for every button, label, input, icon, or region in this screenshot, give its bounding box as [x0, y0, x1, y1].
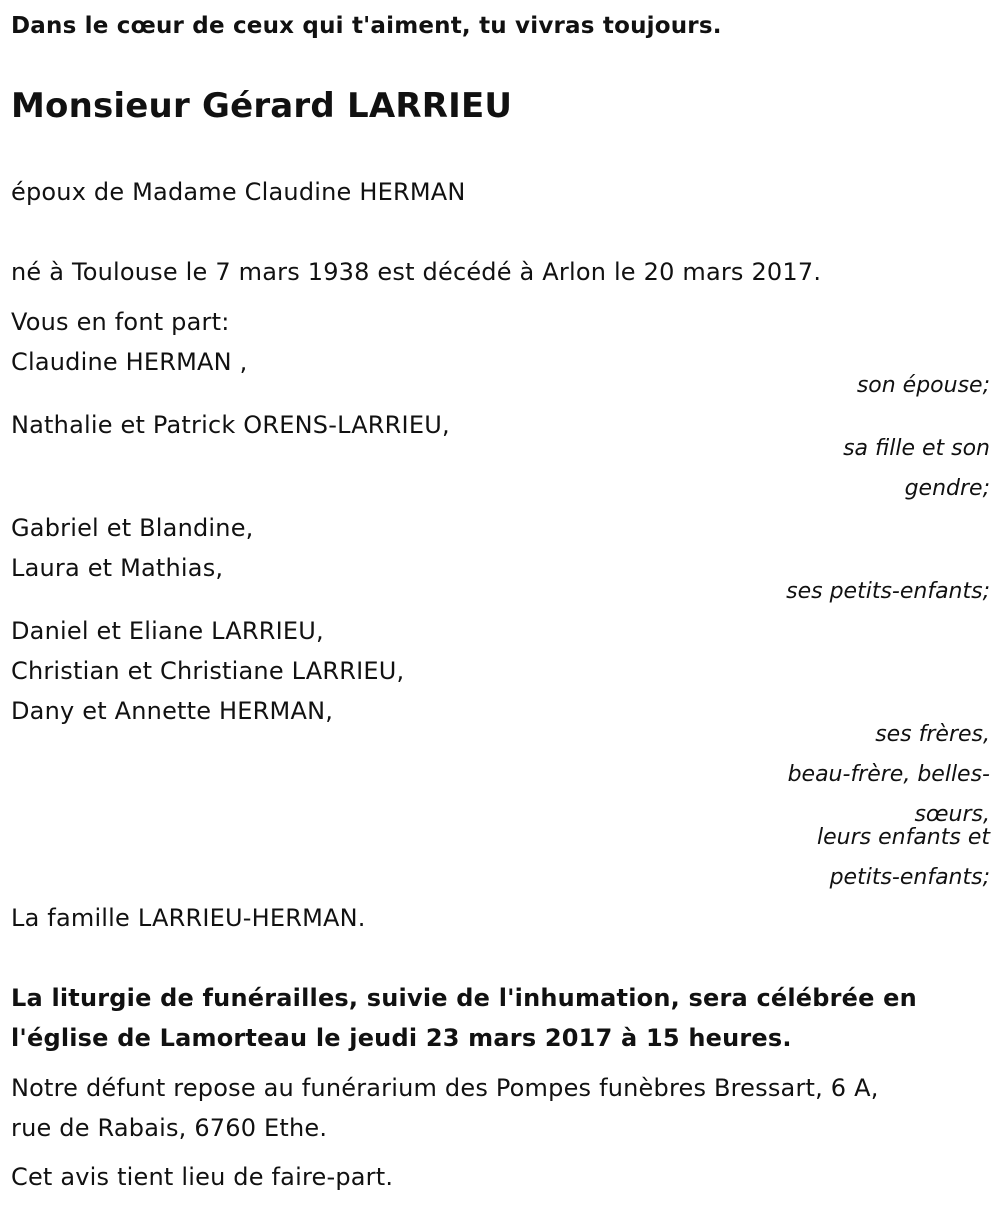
epitaph: Dans le cœur de ceux qui t'aiment, tu vivras toujours.: [11, 13, 722, 39]
deceased-name: Monsieur Gérard LARRIEU: [11, 86, 513, 126]
repose-line-2: rue de Rabais, 6760 Ethe.: [11, 1114, 328, 1142]
siblings-relation-line-4: leurs enfants et: [817, 825, 990, 850]
siblings-relation-line-1: ses frères,: [875, 722, 990, 747]
birth-death-line: né à Toulouse le 7 mars 1938 est décédé à Arlon le 20 mars 2017.: [11, 258, 822, 286]
spouse-relation: son épouse;: [856, 373, 990, 398]
grandchildren-line-2: Laura et Mathias,: [11, 554, 224, 582]
siblings-line-2: Christian et Christiane LARRIEU,: [11, 657, 405, 685]
liturgy-line-2: l'église de Lamorteau le jeudi 23 mars 2017 à 15 heures.: [11, 1024, 792, 1052]
spouse-line: époux de Madame Claudine HERMAN: [11, 178, 466, 206]
family-name: La famille LARRIEU-HERMAN.: [11, 904, 366, 932]
spouse-name: Claudine HERMAN ,: [11, 348, 248, 376]
closing-line: Cet avis tient lieu de faire-part.: [11, 1163, 394, 1191]
siblings-line-1: Daniel et Eliane LARRIEU,: [11, 617, 324, 645]
announce-intro: Vous en font part:: [11, 308, 230, 336]
grandchildren-line-1: Gabriel et Blandine,: [11, 514, 254, 542]
siblings-line-3: Dany et Annette HERMAN,: [11, 697, 334, 725]
siblings-relation-line-5: petits-enfants;: [829, 865, 990, 890]
daughter-names: Nathalie et Patrick ORENS-LARRIEU,: [11, 411, 450, 439]
liturgy-line-1: La liturgie de funérailles, suivie de l'inhumation, sera célébrée en: [11, 984, 917, 1012]
daughter-relation-line-1: sa fille et son: [843, 436, 990, 461]
daughter-relation-line-2: gendre;: [904, 476, 990, 501]
siblings-relation-line-2: beau-frère, belles-: [787, 762, 990, 787]
siblings-relation-line-3: sœurs,: [914, 802, 990, 827]
repose-line-1: Notre défunt repose au funérarium des Pompes funèbres Bressart, 6 A,: [11, 1074, 879, 1102]
grandchildren-relation: ses petits-enfants;: [786, 579, 990, 604]
